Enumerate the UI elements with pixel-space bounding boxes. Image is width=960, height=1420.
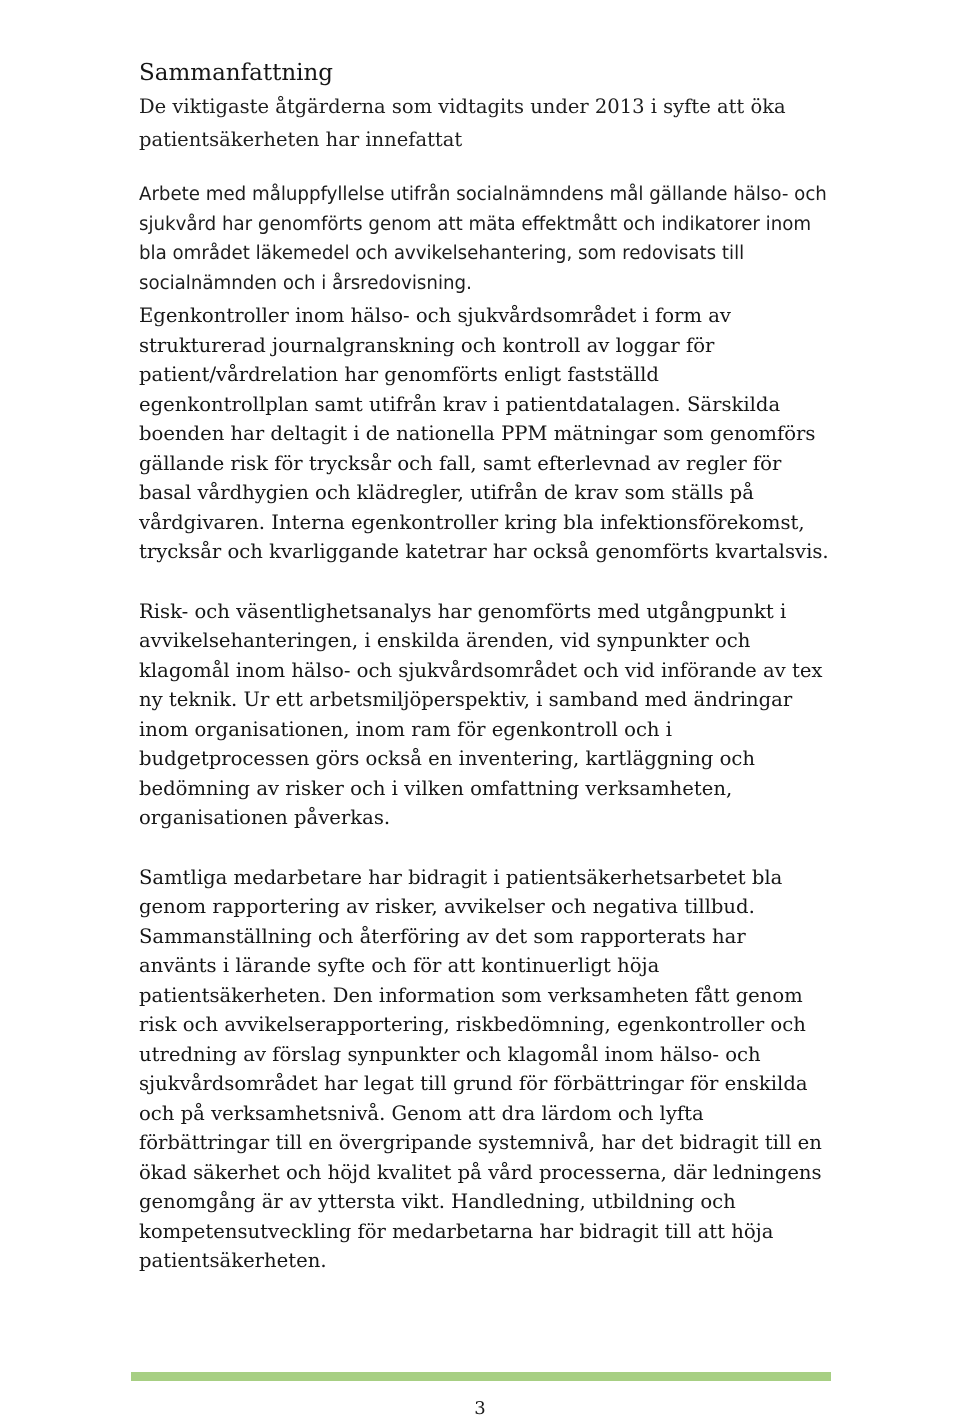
page-content [139, 58, 839, 1276]
page-number: 3 [474, 1398, 486, 1419]
page-title: Sammanfattning [139, 60, 334, 86]
footer-divider [131, 1372, 831, 1381]
paragraph-self-checks: Egenkontroller inom hälso- och sjukvårdsområdet i form av strukturerad journalgranskning och kontroll av loggar för patient/vårdrelation har genomförts enligt fastställd egenkontrollplan samt utifrån krav i patientdatalagen. Särskilda boenden har deltagit i de nationella PPM mätningar som genomförs gällande risk för trycksår och fall, samt efterlevnad av regler för basal vårdhygien och klädregler, utifrån de krav som ställs på vårdgivaren. Interna egenkontroller kring bla infektionsförekomst, trycksår och kvarliggande katetrar har också genomförts kvartalsvis. [139, 304, 829, 563]
paragraph-goals: Arbete med måluppfyllelse utifrån socialnämndens mål gällande hälso- och sjukvård har genomförts genom att mäta effektmått och indikatorer inom bla området läkemedel och avvikelsehantering, som redovisats till socialnämnden och i årsredovisning. [139, 184, 827, 294]
paragraph-staff-contribution: Samtliga medarbetare har bidragit i patientsäkerhetsarbetet bla genom rapportering av risker, avvikelser och negativa tillbud. Sammanställning och återföring av det som rapporterats har använts i lärande syfte och för att kontinuerligt höja patientsäkerheten. Den information som verksamheten fått genom risk och avvikelserapportering, riskbedömning, egenkontroller och utredning av förslag synpunkter och klagomål inom hälso- och sjukvårdsområdet har legat till grund för förbättringar för enskilda och på verksamhetsnivå. Genom att dra lärdom och lyfta förbättringar till en övergripande systemnivå, har det bidragit till en ökad säkerhet och höjd kvalitet på vård processerna, där ledningens genomgång är av yttersta vikt. Handledning, utbildning och kompetensutveckling för medarbetarna har bidragit till att höja patientsäkerheten. [139, 865, 822, 1272]
paragraph-risk-analysis: Risk- och väsentlighetsanalys har genomförts med utgångpunkt i avvikelsehanteringen, i enskilda ärenden, vid synpunkter och klagomål inom hälso- och sjukvårdsområdet och vid införande av tex ny teknik. Ur ett arbetsmiljöperspektiv, i samband med ändringar inom organisationen, inom ram för egenkontroll och i budgetprocessen görs också en inventering, kartläggning och bedömning av risker och i vilken omfattning verksamheten, organisationen påverkas. [139, 599, 823, 829]
intro-paragraph: De viktigaste åtgärderna som vidtagits under 2013 i syfte att öka patientsäkerheten har innefattat [139, 95, 786, 151]
